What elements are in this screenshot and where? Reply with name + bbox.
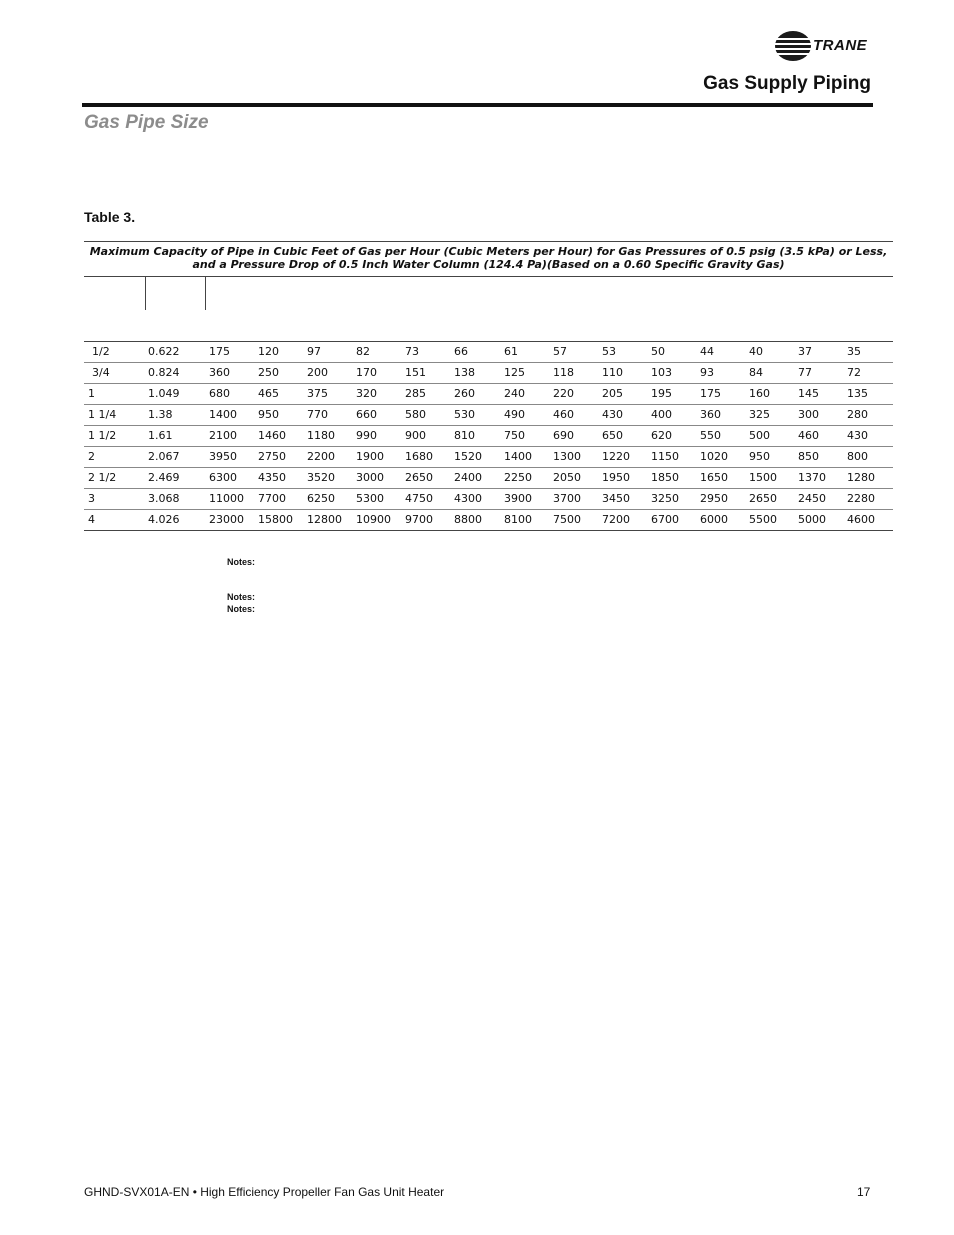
capacity-cell: 6300 xyxy=(209,471,237,484)
capacity-cell: 175 xyxy=(700,387,721,400)
capacity-cell: 4600 xyxy=(847,513,875,526)
capacity-cell: 1220 xyxy=(602,450,630,463)
capacity-cell: 950 xyxy=(749,450,770,463)
capacity-cell: 9700 xyxy=(405,513,433,526)
capacity-cell: 145 xyxy=(798,387,819,400)
pipe-size-cell: 1 1/2 xyxy=(88,429,117,442)
capacity-cell: 550 xyxy=(700,429,721,442)
page-number: 17 xyxy=(857,1185,871,1199)
table-label: Table 3. xyxy=(84,209,136,225)
capacity-cell: 580 xyxy=(405,408,426,421)
capacity-cell: 1520 xyxy=(454,450,482,463)
table-row xyxy=(84,342,893,363)
capacity-cell: 205 xyxy=(602,387,623,400)
capacity-cell: 3250 xyxy=(651,492,679,505)
pipe-capacity-table xyxy=(84,241,893,531)
pipe-size-cell: 3/4 xyxy=(92,366,110,379)
capacity-cell: 430 xyxy=(847,429,868,442)
table-row xyxy=(84,426,893,447)
internal-diameter-cell: 0.824 xyxy=(148,366,180,379)
capacity-cell: 770 xyxy=(307,408,328,421)
capacity-cell: 1460 xyxy=(258,429,286,442)
internal-diameter-cell: 4.026 xyxy=(148,513,180,526)
capacity-cell: 73 xyxy=(405,345,419,358)
capacity-cell: 680 xyxy=(209,387,230,400)
capacity-cell: 2050 xyxy=(553,471,581,484)
capacity-cell: 800 xyxy=(847,450,868,463)
capacity-cell: 900 xyxy=(405,429,426,442)
capacity-cell: 84 xyxy=(749,366,763,379)
capacity-cell: 103 xyxy=(651,366,672,379)
internal-diameter-cell: 1.049 xyxy=(148,387,180,400)
capacity-cell: 11000 xyxy=(209,492,244,505)
capacity-cell: 93 xyxy=(700,366,714,379)
pipe-size-cell: 2 1/2 xyxy=(88,471,117,484)
capacity-cell: 6250 xyxy=(307,492,335,505)
header-divider xyxy=(205,277,206,310)
table-row xyxy=(84,405,893,426)
capacity-cell: 1150 xyxy=(651,450,679,463)
capacity-cell: 120 xyxy=(258,345,279,358)
capacity-cell: 15800 xyxy=(258,513,293,526)
capacity-cell: 1300 xyxy=(553,450,581,463)
capacity-cell: 220 xyxy=(553,387,574,400)
pipe-size-cell: 3 xyxy=(88,492,95,505)
capacity-cell: 4350 xyxy=(258,471,286,484)
capacity-cell: 118 xyxy=(553,366,574,379)
pipe-size-cell: 2 xyxy=(88,450,95,463)
capacity-cell: 3000 xyxy=(356,471,384,484)
table-caption-line-2: and a Pressure Drop of 0.5 Inch Water Column (124.4 Pa)(Based on a 0.60 Specific Gravity Gas) xyxy=(192,258,785,271)
capacity-cell: 1180 xyxy=(307,429,335,442)
capacity-cell: 260 xyxy=(454,387,475,400)
capacity-cell: 97 xyxy=(307,345,321,358)
notes-label: Notes: xyxy=(227,557,256,567)
footer-document-id: GHND-SVX01A-EN • High Efficiency Propeller Fan Gas Unit Heater xyxy=(84,1185,445,1199)
capacity-cell: 375 xyxy=(307,387,328,400)
table-row xyxy=(84,510,893,531)
notes-label: Notes: xyxy=(227,592,256,602)
pipe-size-cell: 1 1/4 xyxy=(88,408,117,421)
capacity-cell: 3520 xyxy=(307,471,335,484)
capacity-cell: 160 xyxy=(749,387,770,400)
capacity-cell: 1280 xyxy=(847,471,875,484)
header-rule xyxy=(82,103,873,107)
capacity-cell: 12800 xyxy=(307,513,342,526)
capacity-cell: 195 xyxy=(651,387,672,400)
capacity-cell: 1680 xyxy=(405,450,433,463)
capacity-cell: 320 xyxy=(356,387,377,400)
capacity-cell: 465 xyxy=(258,387,279,400)
capacity-cell: 460 xyxy=(798,429,819,442)
capacity-cell: 360 xyxy=(700,408,721,421)
subsection-title: Gas Pipe Size xyxy=(84,112,209,133)
capacity-cell: 200 xyxy=(307,366,328,379)
capacity-cell: 3950 xyxy=(209,450,237,463)
capacity-cell: 250 xyxy=(258,366,279,379)
table-row xyxy=(84,489,893,510)
header-divider xyxy=(145,277,146,310)
capacity-cell: 2280 xyxy=(847,492,875,505)
capacity-cell: 6000 xyxy=(700,513,728,526)
internal-diameter-cell: 0.622 xyxy=(148,345,180,358)
table-body xyxy=(84,342,893,531)
capacity-cell: 53 xyxy=(602,345,616,358)
capacity-cell: 151 xyxy=(405,366,426,379)
capacity-cell: 4300 xyxy=(454,492,482,505)
capacity-cell: 300 xyxy=(798,408,819,421)
capacity-cell: 3700 xyxy=(553,492,581,505)
capacity-cell: 50 xyxy=(651,345,665,358)
capacity-cell: 1500 xyxy=(749,471,777,484)
capacity-cell: 125 xyxy=(504,366,525,379)
capacity-cell: 7500 xyxy=(553,513,581,526)
internal-diameter-cell: 1.61 xyxy=(148,429,173,442)
capacity-cell: 5300 xyxy=(356,492,384,505)
section-title: Gas Supply Piping xyxy=(703,73,871,94)
capacity-cell: 360 xyxy=(209,366,230,379)
logo-wordmark: TRANE xyxy=(813,37,868,54)
capacity-cell: 2750 xyxy=(258,450,286,463)
capacity-cell: 35 xyxy=(847,345,861,358)
capacity-cell: 285 xyxy=(405,387,426,400)
capacity-cell: 750 xyxy=(504,429,525,442)
capacity-cell: 23000 xyxy=(209,513,244,526)
capacity-cell: 460 xyxy=(553,408,574,421)
internal-diameter-cell: 3.068 xyxy=(148,492,180,505)
internal-diameter-cell: 2.469 xyxy=(148,471,180,484)
capacity-cell: 5500 xyxy=(749,513,777,526)
capacity-cell: 240 xyxy=(504,387,525,400)
capacity-cell: 1650 xyxy=(700,471,728,484)
capacity-cell: 2650 xyxy=(405,471,433,484)
capacity-cell: 10900 xyxy=(356,513,391,526)
capacity-cell: 175 xyxy=(209,345,230,358)
capacity-cell: 7200 xyxy=(602,513,630,526)
capacity-cell: 77 xyxy=(798,366,812,379)
capacity-cell: 280 xyxy=(847,408,868,421)
pipe-size-cell: 4 xyxy=(88,513,95,526)
capacity-cell: 990 xyxy=(356,429,377,442)
capacity-cell: 3900 xyxy=(504,492,532,505)
capacity-cell: 57 xyxy=(553,345,567,358)
table-caption-line-1: Maximum Capacity of Pipe in Cubic Feet of Gas per Hour (Cubic Meters per Hour) for Gas Pressures of 0.5 psig (3.5 kPa) or Less, xyxy=(89,245,888,258)
capacity-cell: 1400 xyxy=(504,450,532,463)
capacity-cell: 5000 xyxy=(798,513,826,526)
capacity-cell: 2100 xyxy=(209,429,237,442)
capacity-cell: 400 xyxy=(651,408,672,421)
capacity-cell: 1020 xyxy=(700,450,728,463)
trane-logo xyxy=(773,29,875,63)
capacity-cell: 490 xyxy=(504,408,525,421)
capacity-cell: 650 xyxy=(602,429,623,442)
notes-label: Notes: xyxy=(227,604,256,614)
internal-diameter-cell: 2.067 xyxy=(148,450,180,463)
capacity-cell: 8100 xyxy=(504,513,532,526)
internal-diameter-cell: 1.38 xyxy=(148,408,173,421)
table-row xyxy=(84,363,893,384)
capacity-cell: 8800 xyxy=(454,513,482,526)
capacity-cell: 138 xyxy=(454,366,475,379)
capacity-cell: 1900 xyxy=(356,450,384,463)
capacity-cell: 135 xyxy=(847,387,868,400)
capacity-cell: 1370 xyxy=(798,471,826,484)
capacity-cell: 2650 xyxy=(749,492,777,505)
capacity-cell: 66 xyxy=(454,345,468,358)
capacity-cell: 6700 xyxy=(651,513,679,526)
capacity-cell: 44 xyxy=(700,345,714,358)
capacity-cell: 1850 xyxy=(651,471,679,484)
capacity-cell: 430 xyxy=(602,408,623,421)
capacity-cell: 82 xyxy=(356,345,370,358)
capacity-cell: 3450 xyxy=(602,492,630,505)
capacity-cell: 61 xyxy=(504,345,518,358)
capacity-cell: 37 xyxy=(798,345,812,358)
capacity-cell: 690 xyxy=(553,429,574,442)
capacity-cell: 530 xyxy=(454,408,475,421)
capacity-cell: 950 xyxy=(258,408,279,421)
capacity-cell: 170 xyxy=(356,366,377,379)
table-caption xyxy=(84,241,893,277)
pipe-size-cell: 1 xyxy=(88,387,95,400)
capacity-cell: 1400 xyxy=(209,408,237,421)
capacity-cell: 660 xyxy=(356,408,377,421)
capacity-cell: 2400 xyxy=(454,471,482,484)
capacity-cell: 2250 xyxy=(504,471,532,484)
capacity-cell: 4750 xyxy=(405,492,433,505)
table-row xyxy=(84,384,893,405)
capacity-cell: 620 xyxy=(651,429,672,442)
capacity-cell: 2950 xyxy=(700,492,728,505)
capacity-cell: 40 xyxy=(749,345,763,358)
capacity-cell: 810 xyxy=(454,429,475,442)
capacity-cell: 325 xyxy=(749,408,770,421)
table-header xyxy=(84,277,893,342)
capacity-cell: 72 xyxy=(847,366,861,379)
capacity-cell: 7700 xyxy=(258,492,286,505)
capacity-cell: 2200 xyxy=(307,450,335,463)
table-row xyxy=(84,447,893,468)
capacity-cell: 110 xyxy=(602,366,623,379)
table-row xyxy=(84,468,893,489)
capacity-cell: 2450 xyxy=(798,492,826,505)
pipe-size-cell: 1/2 xyxy=(92,345,110,358)
capacity-cell: 500 xyxy=(749,429,770,442)
capacity-cell: 1950 xyxy=(602,471,630,484)
capacity-cell: 850 xyxy=(798,450,819,463)
